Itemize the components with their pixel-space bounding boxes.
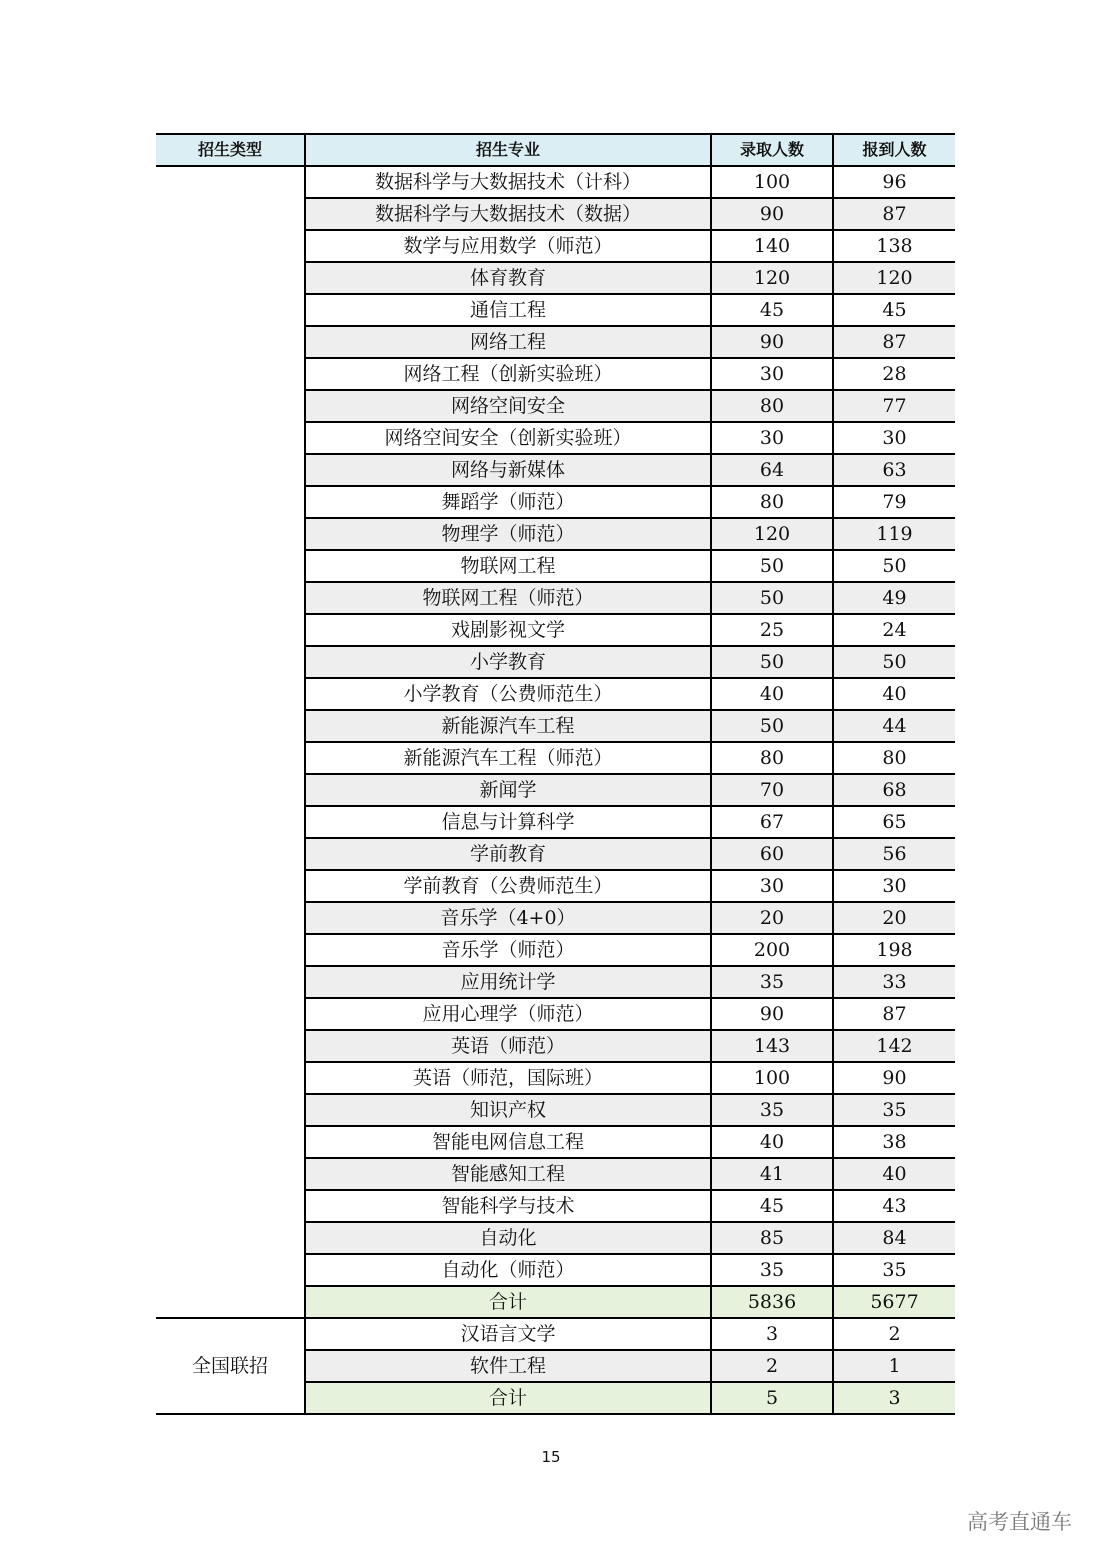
reported-cell: 24 xyxy=(833,614,955,646)
reported-cell: 56 xyxy=(833,838,955,870)
reported-cell: 198 xyxy=(833,934,955,966)
major-cell: 网络工程（创新实验班） xyxy=(305,358,711,390)
major-cell: 英语（师范，国际班） xyxy=(305,1062,711,1094)
admitted-cell: 100 xyxy=(711,1062,833,1094)
major-cell: 应用统计学 xyxy=(305,966,711,998)
admitted-cell: 70 xyxy=(711,774,833,806)
reported-cell: 87 xyxy=(833,198,955,230)
reported-cell: 90 xyxy=(833,1062,955,1094)
reported-cell: 40 xyxy=(833,1158,955,1190)
admitted-cell: 40 xyxy=(711,678,833,710)
admitted-cell: 45 xyxy=(711,1190,833,1222)
admitted-cell: 120 xyxy=(711,262,833,294)
reported-cell: 20 xyxy=(833,902,955,934)
major-cell: 网络工程 xyxy=(305,326,711,358)
reported-cell: 65 xyxy=(833,806,955,838)
admitted-cell: 3 xyxy=(711,1318,833,1350)
admission-type-cell: 全国联招 xyxy=(156,1318,305,1414)
admitted-cell: 85 xyxy=(711,1222,833,1254)
admitted-cell: 30 xyxy=(711,422,833,454)
major-cell: 物联网工程 xyxy=(305,550,711,582)
admitted-cell: 2 xyxy=(711,1350,833,1382)
reported-cell: 35 xyxy=(833,1254,955,1286)
admitted-cell: 143 xyxy=(711,1030,833,1062)
admitted-cell: 200 xyxy=(711,934,833,966)
reported-cell: 120 xyxy=(833,262,955,294)
major-cell: 舞蹈学（师范） xyxy=(305,486,711,518)
major-cell: 数据科学与大数据技术（计科） xyxy=(305,166,711,198)
reported-cell: 96 xyxy=(833,166,955,198)
major-cell: 知识产权 xyxy=(305,1094,711,1126)
major-cell: 新闻学 xyxy=(305,774,711,806)
reported-cell: 63 xyxy=(833,454,955,486)
reported-cell: 77 xyxy=(833,390,955,422)
reported-cell: 50 xyxy=(833,646,955,678)
reported-cell: 40 xyxy=(833,678,955,710)
reported-cell: 79 xyxy=(833,486,955,518)
major-cell: 音乐学（师范） xyxy=(305,934,711,966)
header-admitted: 录取人数 xyxy=(711,134,833,166)
reported-cell: 5677 xyxy=(833,1286,955,1318)
reported-cell: 119 xyxy=(833,518,955,550)
admitted-cell: 41 xyxy=(711,1158,833,1190)
reported-cell: 3 xyxy=(833,1382,955,1414)
major-cell: 汉语言文学 xyxy=(305,1318,711,1350)
admitted-cell: 50 xyxy=(711,646,833,678)
header-type: 招生类型 xyxy=(156,134,305,166)
major-cell: 新能源汽车工程 xyxy=(305,710,711,742)
admitted-cell: 120 xyxy=(711,518,833,550)
admitted-cell: 80 xyxy=(711,742,833,774)
reported-cell: 30 xyxy=(833,422,955,454)
major-cell: 自动化 xyxy=(305,1222,711,1254)
table-header-row xyxy=(156,134,955,166)
reported-cell: 28 xyxy=(833,358,955,390)
reported-cell: 44 xyxy=(833,710,955,742)
admitted-cell: 45 xyxy=(711,294,833,326)
major-cell: 数学与应用数学（师范） xyxy=(305,230,711,262)
admitted-cell: 5 xyxy=(711,1382,833,1414)
watermark: 高考直通车 xyxy=(967,1510,1072,1534)
reported-cell: 38 xyxy=(833,1126,955,1158)
header-major: 招生专业 xyxy=(305,134,711,166)
major-cell: 学前教育 xyxy=(305,838,711,870)
major-cell: 智能科学与技术 xyxy=(305,1190,711,1222)
header-reported: 报到人数 xyxy=(833,134,955,166)
major-cell: 音乐学（4+0） xyxy=(305,902,711,934)
table-row xyxy=(156,1318,955,1350)
major-cell: 学前教育（公费师范生） xyxy=(305,870,711,902)
admitted-cell: 140 xyxy=(711,230,833,262)
major-cell: 新能源汽车工程（师范） xyxy=(305,742,711,774)
reported-cell: 84 xyxy=(833,1222,955,1254)
admitted-cell: 50 xyxy=(711,710,833,742)
major-cell: 小学教育（公费师范生） xyxy=(305,678,711,710)
major-cell: 信息与计算科学 xyxy=(305,806,711,838)
admitted-cell: 80 xyxy=(711,486,833,518)
admitted-cell: 80 xyxy=(711,390,833,422)
admitted-cell: 64 xyxy=(711,454,833,486)
reported-cell: 87 xyxy=(833,998,955,1030)
reported-cell: 1 xyxy=(833,1350,955,1382)
major-cell: 网络空间安全 xyxy=(305,390,711,422)
major-cell: 智能电网信息工程 xyxy=(305,1126,711,1158)
major-cell: 戏剧影视文学 xyxy=(305,614,711,646)
admitted-cell: 60 xyxy=(711,838,833,870)
admitted-cell: 30 xyxy=(711,870,833,902)
major-cell: 体育教育 xyxy=(305,262,711,294)
major-cell: 小学教育 xyxy=(305,646,711,678)
admitted-cell: 20 xyxy=(711,902,833,934)
major-cell: 智能感知工程 xyxy=(305,1158,711,1190)
major-cell: 物联网工程（师范） xyxy=(305,582,711,614)
major-cell: 物理学（师范） xyxy=(305,518,711,550)
major-cell: 网络空间安全（创新实验班） xyxy=(305,422,711,454)
major-cell: 软件工程 xyxy=(305,1350,711,1382)
major-cell: 合计 xyxy=(305,1286,711,1318)
reported-cell: 45 xyxy=(833,294,955,326)
reported-cell: 142 xyxy=(833,1030,955,1062)
major-cell: 英语（师范） xyxy=(305,1030,711,1062)
admissions-table xyxy=(156,133,955,1415)
reported-cell: 80 xyxy=(833,742,955,774)
reported-cell: 33 xyxy=(833,966,955,998)
table-row xyxy=(156,166,955,198)
admitted-cell: 40 xyxy=(711,1126,833,1158)
major-cell: 自动化（师范） xyxy=(305,1254,711,1286)
admitted-cell: 100 xyxy=(711,166,833,198)
admitted-cell: 90 xyxy=(711,198,833,230)
admitted-cell: 90 xyxy=(711,326,833,358)
reported-cell: 2 xyxy=(833,1318,955,1350)
admitted-cell: 67 xyxy=(711,806,833,838)
reported-cell: 50 xyxy=(833,550,955,582)
admitted-cell: 5836 xyxy=(711,1286,833,1318)
page-number: 15 xyxy=(541,1448,561,1466)
admitted-cell: 50 xyxy=(711,550,833,582)
reported-cell: 68 xyxy=(833,774,955,806)
major-cell: 网络与新媒体 xyxy=(305,454,711,486)
major-cell: 通信工程 xyxy=(305,294,711,326)
reported-cell: 43 xyxy=(833,1190,955,1222)
reported-cell: 35 xyxy=(833,1094,955,1126)
reported-cell: 30 xyxy=(833,870,955,902)
table-body xyxy=(156,166,955,1414)
admitted-cell: 35 xyxy=(711,1094,833,1126)
reported-cell: 49 xyxy=(833,582,955,614)
admitted-cell: 50 xyxy=(711,582,833,614)
reported-cell: 138 xyxy=(833,230,955,262)
major-cell: 合计 xyxy=(305,1382,711,1414)
admitted-cell: 25 xyxy=(711,614,833,646)
admitted-cell: 35 xyxy=(711,966,833,998)
admitted-cell: 90 xyxy=(711,998,833,1030)
admitted-cell: 35 xyxy=(711,1254,833,1286)
admission-type-cell xyxy=(156,166,305,1318)
reported-cell: 87 xyxy=(833,326,955,358)
major-cell: 数据科学与大数据技术（数据） xyxy=(305,198,711,230)
admitted-cell: 30 xyxy=(711,358,833,390)
major-cell: 应用心理学（师范） xyxy=(305,998,711,1030)
